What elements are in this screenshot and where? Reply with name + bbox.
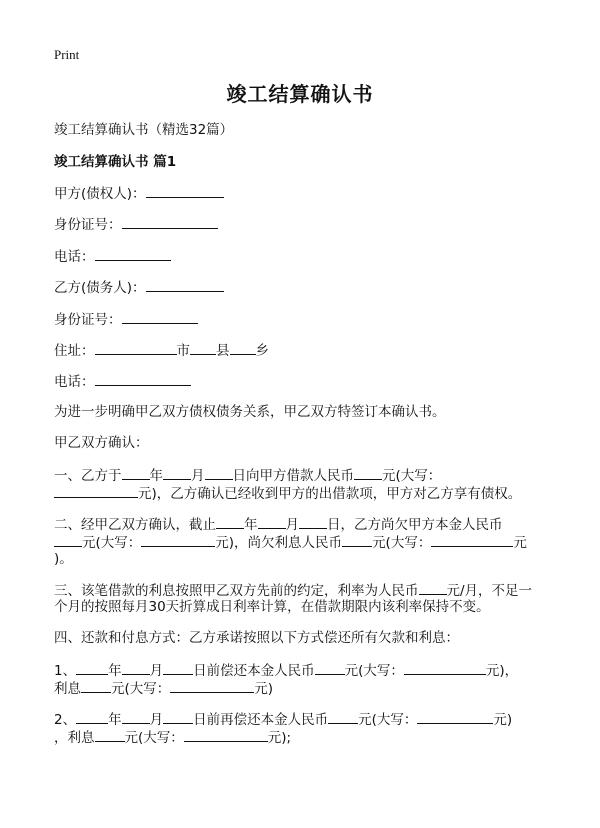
- clause-2-principal-field: [54, 532, 82, 547]
- clause-2-month-unit: 月: [285, 517, 299, 533]
- item-1-day-field: [163, 660, 193, 675]
- clause-1-month-field: [163, 465, 191, 480]
- item-1-principal-field: [315, 660, 345, 675]
- item-1-year-field: [76, 660, 108, 675]
- debtor-label: 乙方(债务人)：: [54, 280, 146, 296]
- clause-1-words-field: [54, 483, 138, 498]
- item-2-line-1: [54, 709, 512, 729]
- item-1-interest-words-field: [170, 678, 254, 693]
- clause-1-line-1: [54, 465, 441, 485]
- phone-field-1: [95, 246, 171, 261]
- address-city-unit: 市: [176, 343, 190, 359]
- item-1-year-unit: 年: [108, 663, 122, 679]
- address-county-field: [190, 340, 216, 355]
- item-2-year-unit: 年: [108, 712, 122, 728]
- debtor-field: [146, 277, 224, 292]
- clause-3-line-1: [54, 580, 532, 600]
- item-2-interest-words-text: 元(大写：: [124, 730, 184, 746]
- item-2-interest-field: [95, 727, 125, 742]
- clause-2-interest-words-field: [431, 532, 513, 547]
- clause-1-day-field: [205, 465, 233, 480]
- clause-1-words-text: 元(大写：: [382, 468, 442, 484]
- item-2-words-text: 元(大写：: [358, 712, 418, 728]
- item-1-line-1: [54, 660, 518, 680]
- phone-row-1: [54, 246, 171, 266]
- clause-2-interest-text: 元)，尚欠利息人民币: [215, 535, 343, 551]
- clause-2-line-1: [54, 514, 503, 534]
- item-1-interest-label: 利息: [54, 681, 81, 697]
- id-field-1: [122, 214, 218, 229]
- creditor-row: [54, 183, 224, 203]
- clause-1-prefix: 一、乙方于: [54, 468, 122, 484]
- clause-2-day-field: [299, 514, 327, 529]
- clause-2-interest-field: [342, 532, 372, 547]
- clause-3-rate-field: [419, 580, 447, 595]
- item-1-interest-field: [81, 678, 111, 693]
- section-heading: 竣工结算确认书 篇1: [54, 154, 177, 170]
- print-label[interactable]: Print: [54, 47, 80, 62]
- clause-2-principal-text: 日，乙方尚欠甲方本金人民币: [327, 517, 503, 533]
- clause-4-heading: 四、还款和付息方式：乙方承诺按照以下方式偿还所有欠款和利息：: [54, 630, 459, 646]
- confirm-heading: 甲乙双方确认：: [54, 435, 149, 451]
- clause-3-rate-unit: 元/月，不足一: [446, 583, 533, 599]
- item-2-interest-label: ，利息: [54, 730, 95, 746]
- clause-1-line-2: [54, 483, 521, 503]
- phone-label-2: 电话：: [54, 374, 95, 390]
- phone-field-2: [95, 371, 191, 386]
- item-2-month-unit: 月: [149, 712, 164, 728]
- intro-text: 为进一步明确甲乙双方债权债务关系，甲乙双方特签订本确认书。: [54, 404, 446, 420]
- item-1-number: 1、: [54, 663, 77, 679]
- subtitle: 竣工结算确认书（精选32篇）: [54, 122, 234, 138]
- clause-2-month-field: [258, 514, 286, 529]
- id-label-2: 身份证号：: [54, 312, 122, 328]
- item-1-month-unit: 月: [149, 663, 164, 679]
- item-2-number: 2、: [54, 712, 77, 728]
- clause-1-year-field: [122, 465, 150, 480]
- clause-1-year-unit: 年: [149, 468, 163, 484]
- creditor-label: 甲方(债权人)：: [54, 186, 146, 202]
- item-1-principal-text: 日前偿还本金人民币: [193, 663, 315, 679]
- item-2-principal-text: 日前再偿还本金人民币: [193, 712, 329, 728]
- address-label: 住址：: [54, 343, 95, 359]
- clause-2-prefix: 二、经甲乙双方确认，截止: [54, 517, 216, 533]
- item-2-principal-field: [328, 709, 358, 724]
- debtor-row: [54, 277, 224, 297]
- creditor-field: [146, 183, 224, 198]
- item-1-interest-words-text: 元(大写：: [111, 681, 171, 697]
- address-county-unit: 县: [216, 343, 230, 359]
- address-city-field: [95, 340, 177, 355]
- clause-3-line-2: 个月的按照每月30天折算成日利率计算，在借款期限内该利率保持不变。: [54, 599, 490, 615]
- item-1-words-text: 元(大写：: [344, 663, 404, 679]
- clause-2-tail: )。: [54, 551, 73, 567]
- id-field-2: [122, 309, 198, 324]
- item-1-principal-unit: 元)，: [485, 663, 519, 679]
- item-1-principal-words-field: [404, 660, 486, 675]
- clause-2-principal-words-field: [141, 532, 215, 547]
- item-2-line-2: [54, 727, 291, 747]
- id-row-2: [54, 309, 198, 329]
- address-township-unit: 乡: [255, 343, 269, 359]
- clause-2-year-unit: 年: [244, 517, 258, 533]
- clause-1-tail: 元)，乙方确认已经收到甲方的出借款项，甲方对乙方享有债权。: [138, 486, 522, 502]
- document-title: 竣工结算确认书: [226, 82, 374, 106]
- item-2-month-field: [122, 709, 150, 724]
- clause-1-loan-text: 日向甲方借款人民币: [232, 468, 354, 484]
- item-2-principal-unit: 元): [493, 712, 513, 728]
- phone-label-1: 电话：: [54, 249, 95, 265]
- clause-2-year-field: [216, 514, 244, 529]
- item-2-year-field: [76, 709, 108, 724]
- phone-row-2: [54, 371, 191, 391]
- clause-1-amount-field: [354, 465, 382, 480]
- item-1-interest-unit: 元): [254, 681, 274, 697]
- item-1-line-2: [54, 678, 273, 698]
- address-row: [54, 340, 269, 360]
- item-2-day-field: [163, 709, 193, 724]
- item-2-principal-words-field: [417, 709, 493, 724]
- item-2-interest-unit: 元);: [267, 730, 292, 746]
- item-1-month-field: [122, 660, 150, 675]
- clause-3-prefix: 三、该笔借款的利息按照甲乙双方先前的约定，利率为人民币: [54, 583, 419, 599]
- clause-2-words-text: 元(大写：: [82, 535, 142, 551]
- address-township-field: [230, 340, 256, 355]
- id-row-1: [54, 214, 218, 234]
- item-2-interest-words-field: [184, 727, 268, 742]
- clause-1-month-unit: 月: [191, 468, 205, 484]
- clause-2-line-3: [54, 550, 73, 568]
- clause-2-interest-words-text: 元(大写：: [372, 535, 432, 551]
- clause-2-interest-unit: 元: [513, 535, 527, 551]
- id-label-1: 身份证号：: [54, 217, 122, 233]
- clause-2-line-2: [54, 532, 527, 552]
